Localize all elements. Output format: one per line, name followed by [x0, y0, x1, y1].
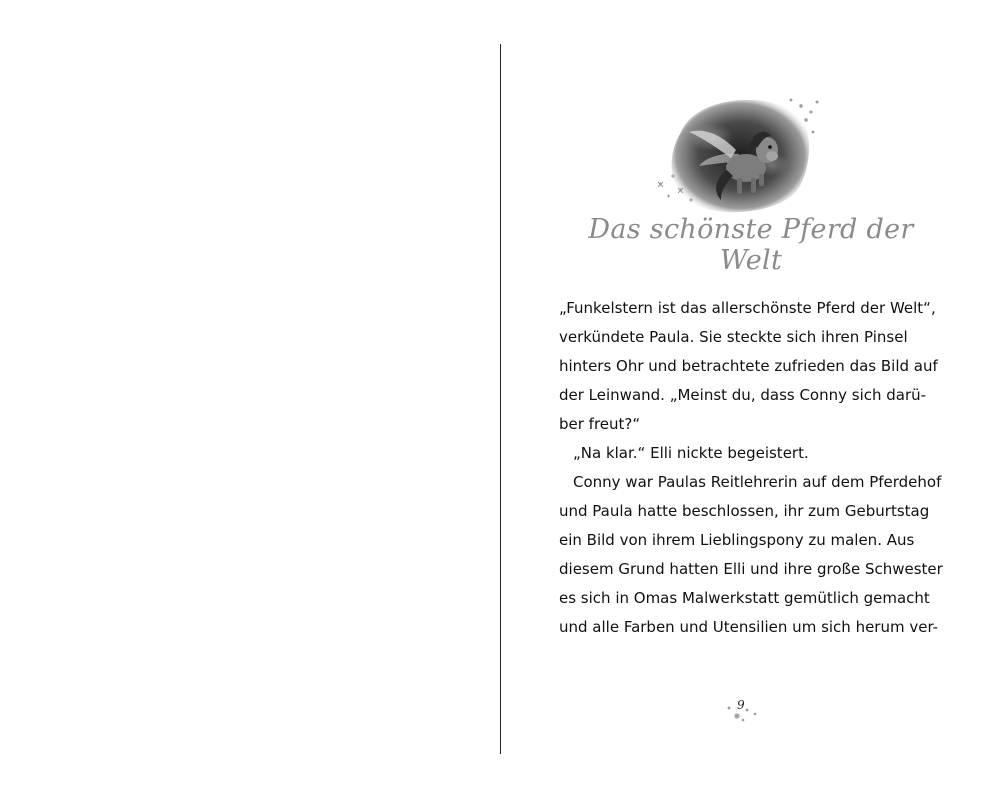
text-line: ber freut?“	[559, 415, 641, 433]
text-line: Conny war Paulas Reitlehrerin auf dem Pferdehof	[573, 473, 942, 491]
text-line: es sich in Omas Malwerkstatt gemütlich gemacht	[559, 589, 930, 607]
text-line: und Paula hatte beschlossen, ihr zum Geburtstag	[559, 502, 930, 520]
text-line: „Funkelstern ist das allerschönste Pferd der Welt“,	[559, 299, 936, 317]
text-line: hinters Ohr und betrachtete zufrieden das Bild auf	[559, 357, 938, 375]
chapter-body-text	[559, 294, 943, 642]
flying-pony-vignette-icon	[641, 92, 826, 220]
text-line: verkündete Paula. Sie steckte sich ihren Pinsel	[559, 328, 908, 346]
text-line: und alle Farben und Utensilien um sich herum ver-	[559, 618, 939, 636]
text-line: der Leinwand. „Meinst du, dass Conny sich darü-	[559, 386, 927, 404]
paragraph	[559, 468, 943, 642]
paragraph	[559, 294, 939, 439]
right-page	[501, 0, 1000, 800]
paragraph	[559, 439, 939, 468]
page-number: 9	[737, 698, 745, 712]
text-line: „Na klar.“ Elli nickte begeistert.	[573, 444, 809, 462]
text-line: diesem Grund hatten Elli und ihre große Schwester	[559, 560, 943, 578]
page-number-folio	[723, 696, 763, 726]
text-line: ein Bild von ihrem Lieblingspony zu malen. Aus	[559, 531, 915, 549]
chapter-title: Das schönste Pferd der Welt	[588, 214, 914, 276]
